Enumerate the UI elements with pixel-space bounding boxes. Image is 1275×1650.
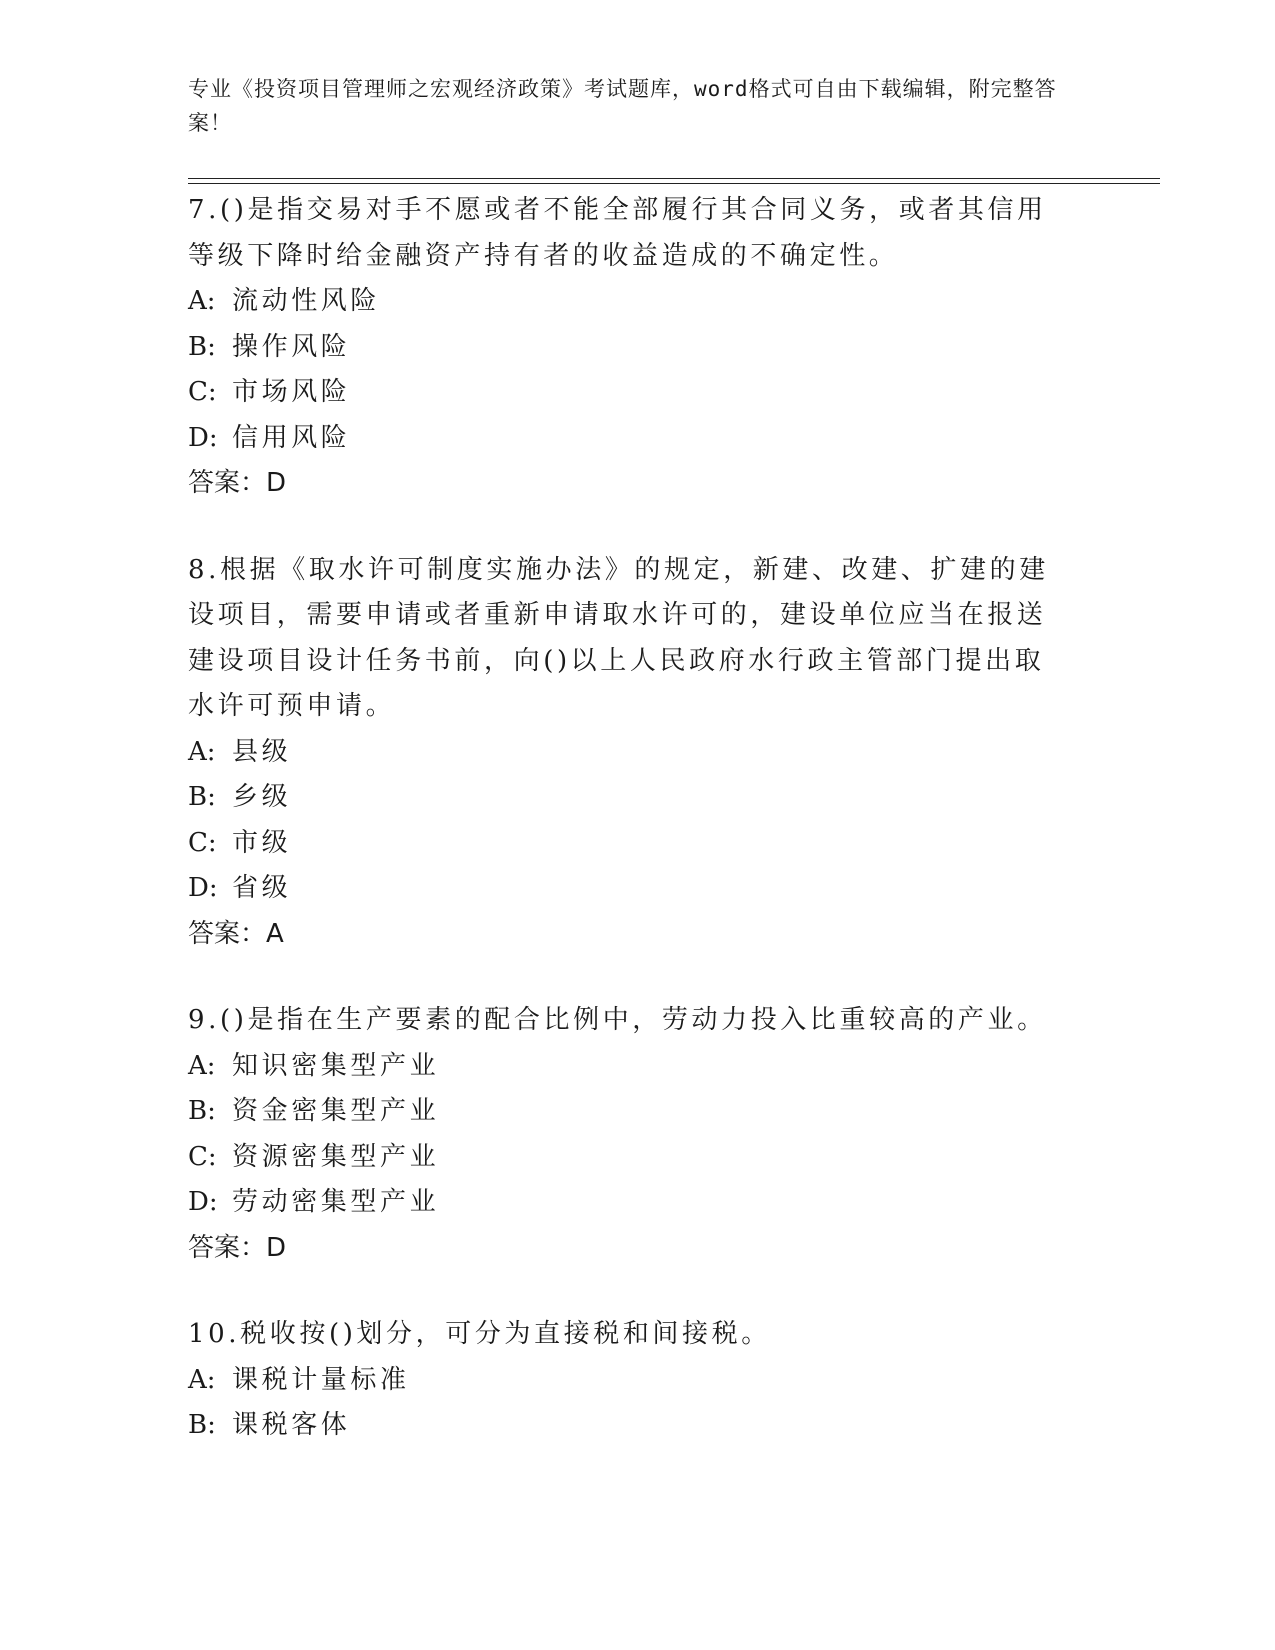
option-text: 县级 [232, 736, 292, 767]
question-list [188, 188, 1068, 1490]
question-item [188, 998, 1068, 1271]
option-letter: A: [188, 1364, 216, 1395]
header-divider-top [188, 178, 1160, 179]
option-text: 信用风险 [232, 422, 351, 453]
question-stem: 8.根据《取水许可制度实施办法》的规定，新建、改建、扩建的建设项目，需要申请或者重新申请取水许可的，建设单位应当在报送建设项目设计任务书前，向()以上人民政府水行政主管部门提出取水许可预申请。 [188, 554, 1049, 721]
option-text: 流动性风险 [232, 286, 381, 316]
question-stem: 7.()是指交易对手不愿或者不能全部履行其合同义务，或者其信用等级下降时给金融资产持有者的收益造成的不确定性。 [188, 195, 1047, 271]
option-d [188, 866, 1068, 912]
option-letter: B: [188, 331, 216, 362]
option-letter: B: [188, 782, 216, 812]
question-item [188, 1312, 1068, 1449]
option-c [188, 821, 1068, 867]
option-letter: C: [188, 1141, 217, 1172]
document-intro: 专业《投资项目管理师之宏观经济政策》考试题库，word格式可自由下载编辑，附完整答案！ [188, 77, 1057, 135]
option-d [188, 416, 1068, 462]
option-b [188, 1403, 1068, 1449]
option-d [188, 1180, 1068, 1226]
question-item [188, 548, 1068, 958]
option-letter: B: [188, 1096, 216, 1126]
answer-line: 答案：D [188, 1232, 287, 1263]
option-a [188, 1044, 1068, 1090]
question-stem: 10.税收按()划分，可分为直接税和间接税。 [188, 1319, 771, 1349]
option-text: 市场风险 [232, 377, 351, 407]
option-text: 乡级 [232, 782, 292, 812]
option-letter: D: [188, 1187, 218, 1217]
answer-line: 答案：A [188, 918, 284, 949]
option-text: 省级 [232, 873, 292, 903]
option-a [188, 1358, 1068, 1404]
option-b [188, 325, 1068, 371]
option-a [188, 730, 1068, 776]
option-text: 操作风险 [232, 331, 351, 362]
question-stem: 9.()是指在生产要素的配合比例中，劳动力投入比重较高的产业。 [188, 1005, 1047, 1035]
option-letter: A: [188, 1050, 216, 1081]
question-item [188, 188, 1068, 507]
answer-line: 答案：D [188, 468, 287, 498]
option-letter: A: [188, 286, 216, 316]
option-letter: C: [188, 377, 217, 407]
option-text: 资源密集型产业 [232, 1141, 440, 1172]
option-letter: A: [188, 736, 216, 767]
option-text: 课税客体 [232, 1410, 351, 1440]
option-c [188, 1135, 1068, 1181]
option-letter: B: [188, 1410, 216, 1440]
option-text: 劳动密集型产业 [232, 1187, 440, 1217]
option-letter: D: [188, 873, 218, 903]
option-b [188, 1089, 1068, 1135]
option-text: 市级 [232, 827, 292, 858]
option-letter: C: [188, 827, 217, 858]
option-text: 资金密集型产业 [232, 1096, 440, 1126]
option-letter: D: [188, 422, 218, 453]
option-text: 课税计量标准 [232, 1364, 410, 1395]
option-c [188, 370, 1068, 416]
option-a [188, 279, 1068, 325]
option-text: 知识密集型产业 [232, 1050, 440, 1081]
header-divider-bottom [188, 183, 1160, 184]
option-b [188, 775, 1068, 821]
